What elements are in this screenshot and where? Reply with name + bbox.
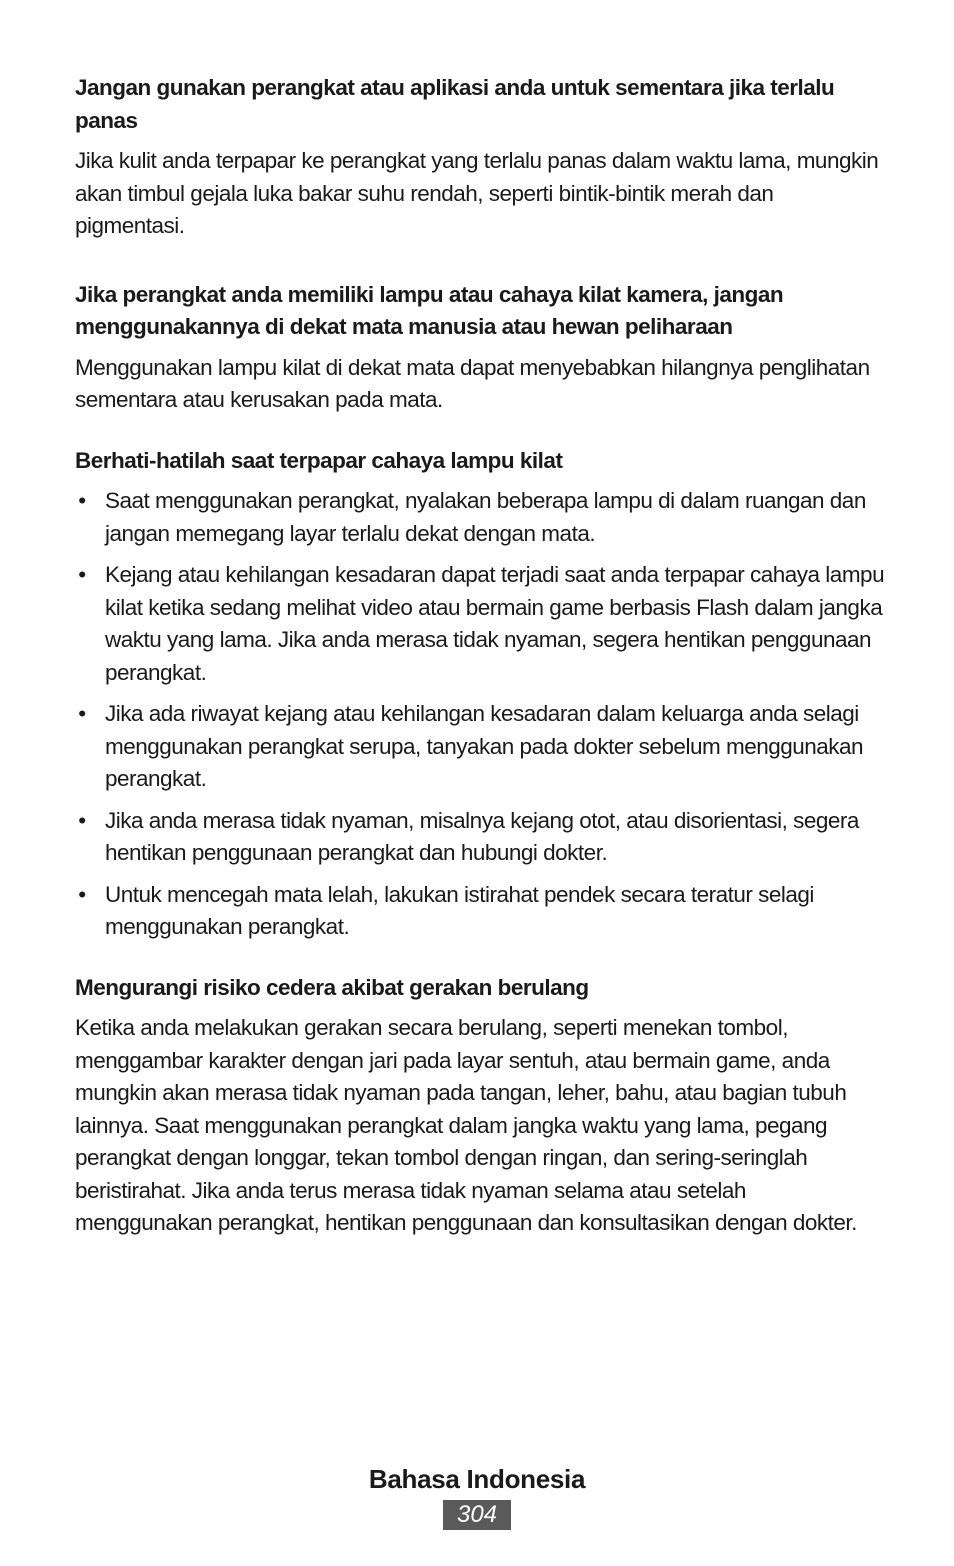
section-heading: Mengurangi risiko cedera akibat gerakan berulang bbox=[75, 974, 589, 1000]
list-item bbox=[75, 485, 885, 550]
section-body: Jika kulit anda terpapar ke perangkat yang terlalu panas dalam waktu lama, mungkin akan timbul gejala luka bakar suhu rendah, seperti bintik-bintik merah dan pigmentasi. bbox=[75, 148, 879, 238]
bullet-icon: • bbox=[78, 807, 86, 833]
list-item bbox=[75, 805, 885, 870]
section-heading: Jika perangkat anda memiliki lampu atau cahaya kilat kamera, jangan menggunakannya di dekat mata manusia atau hewan peliharaan bbox=[75, 281, 784, 339]
section-flash-exposure bbox=[75, 445, 885, 944]
section-flash-eyes bbox=[75, 279, 885, 417]
list-item-text: Jika anda merasa tidak nyaman, misalnya kejang otot, atau disorientasi, segera hentikan penggunaan perangkat dan hubungi dokter. bbox=[105, 807, 859, 865]
list-item bbox=[75, 559, 885, 689]
page-footer bbox=[0, 1462, 954, 1530]
page-number: 304 bbox=[443, 1500, 511, 1530]
list-item bbox=[75, 879, 885, 944]
bullet-icon: • bbox=[78, 562, 86, 587]
list-item-text: Kejang atau kehilangan kesadaran dapat terjadi saat anda terpapar cahaya lampu kilat ketika sedang melihat video atau bermain game berbasis Flash dalam jangka waktu yang lama. Jika anda merasa tidak nyaman, segera hentikan penggunaan perangkat. bbox=[105, 562, 885, 685]
page-content bbox=[75, 72, 885, 1266]
section-repetitive-motion bbox=[75, 972, 885, 1240]
section-heading: Berhati-hatilah saat terpapar cahaya lampu kilat bbox=[75, 447, 563, 473]
bullet-icon: • bbox=[78, 881, 86, 907]
list-item bbox=[75, 698, 885, 796]
list-item-text: Saat menggunakan perangkat, nyalakan beberapa lampu di dalam ruangan dan jangan memegang layar terlalu dekat dengan mata. bbox=[105, 488, 866, 546]
section-body: Ketika anda melakukan gerakan secara berulang, seperti menekan tombol, menggambar karakter dengan jari pada layar sentuh, atau bermain game, anda mungkin akan merasa tidak nyaman pada tangan, leher, bahu, atau bagian tubuh lainnya. Saat menggunakan perangkat dalam jangka waktu yang lama, pegang perangkat dengan longgar, tekan tombol dengan ringan, dan sering-seringlah beristirahat. Jika anda terus merasa tidak nyaman selama atau setelah menggunakan perangkat, hentikan penggunaan dan konsultasikan dengan dokter. bbox=[75, 1015, 857, 1235]
section-heading: Jangan gunakan perangkat atau aplikasi anda untuk sementara jika terlalu panas bbox=[75, 75, 835, 133]
section-body: Menggunakan lampu kilat di dekat mata dapat menyebabkan hilangnya penglihatan sementara atau kerusakan pada mata. bbox=[75, 354, 870, 412]
footer-language: Bahasa Indonesia bbox=[368, 1464, 586, 1494]
list-item-text: Untuk mencegah mata lelah, lakukan istirahat pendek secara teratur selagi menggunakan perangkat. bbox=[105, 881, 814, 939]
bullet-list bbox=[75, 485, 885, 944]
list-item-text: Jika ada riwayat kejang atau kehilangan kesadaran dalam keluarga anda selagi menggunakan perangkat serupa, tanyakan pada dokter sebelum menggunakan perangkat. bbox=[105, 701, 864, 791]
bullet-icon: • bbox=[78, 701, 86, 726]
section-heat-warning bbox=[75, 72, 885, 243]
bullet-icon: • bbox=[78, 488, 86, 513]
